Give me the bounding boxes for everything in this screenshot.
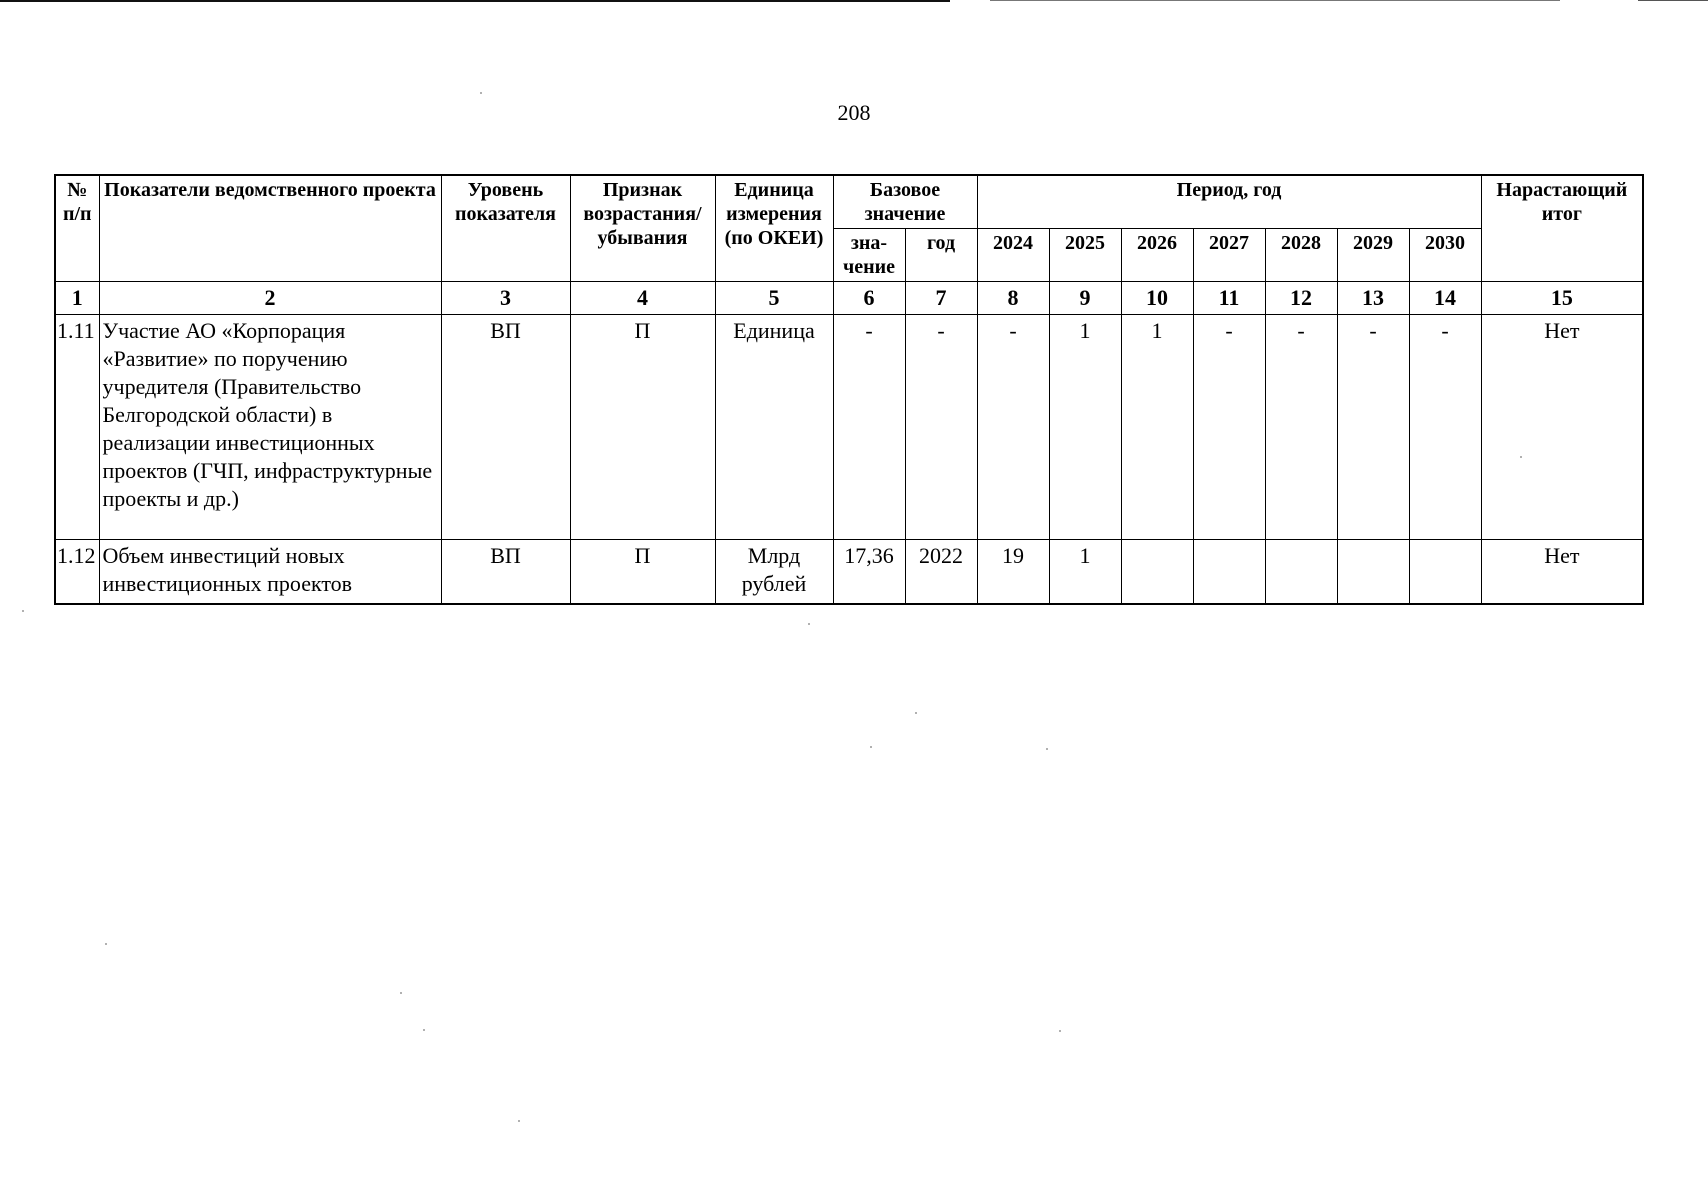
scan-speck [480,92,482,94]
column-number: 5 [715,282,833,315]
header-row-1 [55,175,1643,229]
header-year-2029: 2029 [1337,229,1409,282]
row-sign: П [570,315,715,540]
row-cumulative: Нет [1481,540,1643,604]
column-number: 15 [1481,282,1643,315]
row-level: ВП [441,315,570,540]
row-value-2025: 1 [1049,540,1121,604]
row-cumulative: Нет [1481,315,1643,540]
row-base-value: 17,36 [833,540,905,604]
row-value-2026 [1121,540,1193,604]
scan-speck [1520,456,1522,458]
row-level: ВП [441,540,570,604]
scan-speck [22,610,24,612]
row-base-year: 2022 [905,540,977,604]
row-value-2025: 1 [1049,315,1121,540]
header-period-group: Период, год [977,175,1481,229]
header-year-2028: 2028 [1265,229,1337,282]
column-number-row [55,282,1643,315]
header-sign: Признак возрастания/ убывания [570,175,715,282]
column-number: 10 [1121,282,1193,315]
row-value-2024: 19 [977,540,1049,604]
header-year-2030: 2030 [1409,229,1481,282]
row-num: 1.11 [55,315,99,540]
column-number: 9 [1049,282,1121,315]
column-number: 6 [833,282,905,315]
header-year-2024: 2024 [977,229,1049,282]
column-number: 4 [570,282,715,315]
row-value-2028: - [1265,315,1337,540]
column-number: 11 [1193,282,1265,315]
row-value-2028 [1265,540,1337,604]
row-base-value: - [833,315,905,540]
row-value-2026: 1 [1121,315,1193,540]
column-number: 3 [441,282,570,315]
header-unit: Единица измерения (по ОКЕИ) [715,175,833,282]
row-unit: Млрд рублей [715,540,833,604]
header-year-2027: 2027 [1193,229,1265,282]
table-row [55,540,1643,604]
header-base-value: зна-чение [833,229,905,282]
column-number: 1 [55,282,99,315]
header-cumulative: Нарастающий итог [1481,175,1643,282]
scan-border-line [1638,0,1708,1]
scan-speck [870,746,872,748]
row-value-2027: - [1193,315,1265,540]
row-value-2029: - [1337,315,1409,540]
scan-speck [1059,1030,1061,1032]
indicators-table [54,174,1644,605]
header-base-year: год [905,229,977,282]
header-base-group: Базовое значение [833,175,977,229]
column-number: 14 [1409,282,1481,315]
scan-speck [105,943,107,945]
row-value-2029 [1337,540,1409,604]
scan-border-line [0,0,950,2]
header-level: Уровень показателя [441,175,570,282]
header-year-2025: 2025 [1049,229,1121,282]
row-num: 1.12 [55,540,99,604]
column-number: 12 [1265,282,1337,315]
table-row [55,315,1643,540]
header-num: № п/п [55,175,99,282]
column-number: 2 [99,282,441,315]
row-indicator: Объем инвестиций новых инвестиционных проектов [99,540,441,604]
column-number: 13 [1337,282,1409,315]
scan-speck [400,992,402,994]
row-value-2030 [1409,540,1481,604]
row-indicator: Участие АО «Корпорация «Развитие» по поручению учредителя (Правительство Белгородской области) в реализации инвестиционных проектов (ГЧП, инфраструктурные проекты и др.) [99,315,441,540]
column-number: 8 [977,282,1049,315]
header-year-2026: 2026 [1121,229,1193,282]
scan-speck [518,1120,520,1122]
scan-speck [1046,748,1048,750]
scan-speck [915,712,917,714]
row-value-2024: - [977,315,1049,540]
scan-border-line [990,0,1560,1]
scan-speck [808,623,810,625]
row-base-year: - [905,315,977,540]
row-value-2030: - [1409,315,1481,540]
row-unit: Единица [715,315,833,540]
column-number: 7 [905,282,977,315]
row-sign: П [570,540,715,604]
scan-speck [423,1029,425,1031]
header-indicator: Показатели ведомственного проекта [99,175,441,282]
row-value-2027 [1193,540,1265,604]
page-number: 208 [837,100,871,125]
